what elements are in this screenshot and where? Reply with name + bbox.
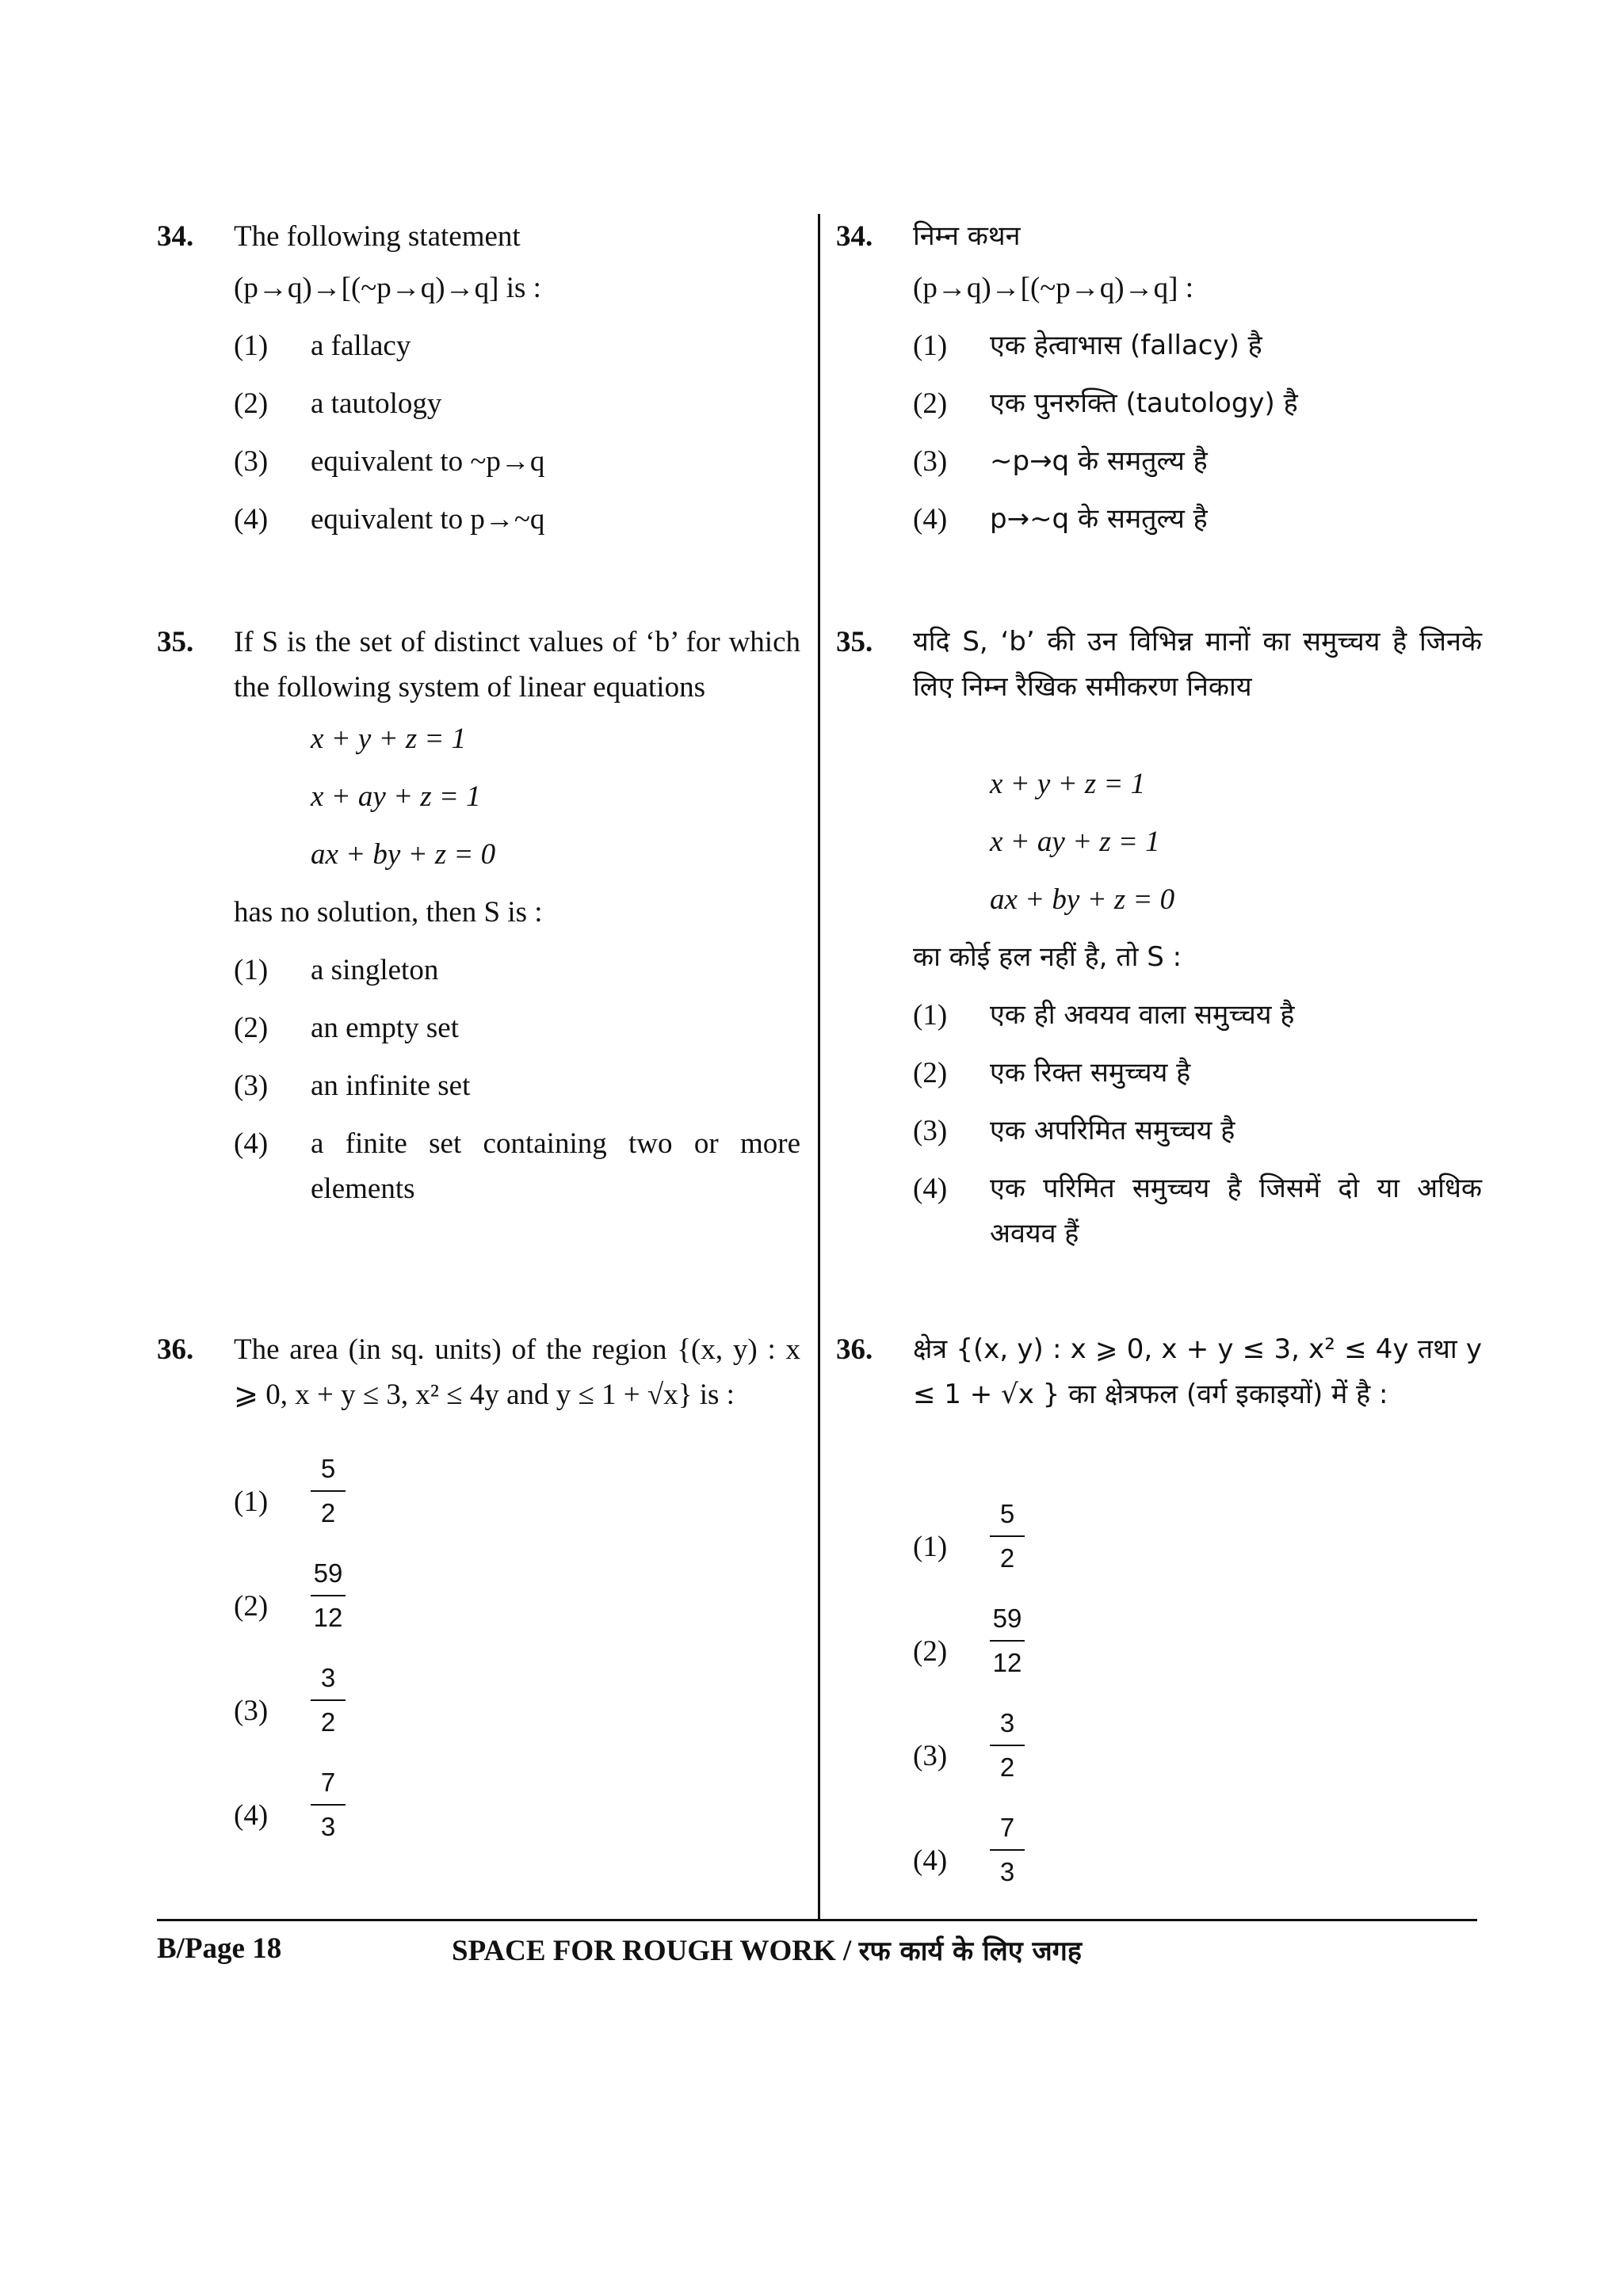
option-2 [234,375,800,433]
option-3 [913,433,1482,490]
option-2 [913,1599,1482,1703]
equation-3: ax + by + z = 0 [990,883,1175,916]
question-number: 36. [157,1333,194,1366]
fraction-bar [990,1535,1025,1537]
option-number: (3) [234,445,269,478]
option-text: एक ही अवयव वाला समुच्चय है [990,999,1295,1031]
option-text: एक हेत्वाभास (fallacy) है [990,330,1262,361]
option-1 [234,317,800,375]
equation-2: x + ay + z = 1 [311,780,481,813]
option-text: equivalent to ~p→q [311,445,545,478]
option-4 [234,490,800,548]
option-number: (1) [234,1486,269,1518]
option-number: (3) [913,445,948,478]
question-expression: (p→q)→[(~p→q)→q] is : [234,272,541,304]
option-number: (1) [913,330,948,362]
numerator: 59 [992,1604,1022,1633]
denominator: 3 [999,1857,1015,1886]
question-stem: क्षेत्र {(x, y) : x ⩾ 0, x + y ≤ 3, x² ≤ 4y तथा y ≤ 1 + √x } का क्षेत्रफल (वर्ग इकाइयों) में है : [913,1333,1482,1410]
denominator: 2 [999,1543,1015,1573]
equation-3: ax + by + z = 0 [311,838,496,871]
option-3 [913,1703,1482,1808]
option-text: an empty set [311,1012,460,1044]
option-2 [913,375,1482,433]
option-1 [234,1449,800,1554]
denominator: 2 [320,1498,336,1527]
footer-rule [157,1919,1477,1921]
option-4 [913,1808,1482,1913]
option-number: (3) [913,1740,948,1772]
option-number: (1) [234,954,269,986]
option-text: a tautology [311,387,442,420]
question-number: 34. [157,220,194,253]
question-tail: has no solution, then S is : [234,896,543,929]
numerator: 3 [320,1663,336,1692]
option-4 [913,490,1482,548]
option-3 [913,1102,1482,1160]
option-4 [913,1166,1482,1257]
option-1 [913,317,1482,375]
fraction-bar [311,1804,346,1806]
question-number: 35. [836,626,873,658]
question-number: 36. [836,1333,873,1366]
option-number: (4) [913,1173,948,1205]
question-stem: निम्न कथन [913,220,1021,252]
option-text: एक परिमित समुच्चय है जिसमें दो या अधिक अवयव हैं [990,1173,1482,1249]
option-number: (4) [234,1127,269,1160]
question-body [913,214,1482,548]
option-text: एक रिक्त समुच्चय है [990,1057,1191,1089]
option-number: (2) [913,387,948,420]
fraction [311,1449,346,1533]
question-body [913,620,1482,1257]
denominator: 12 [313,1603,343,1632]
option-2 [913,1044,1482,1102]
fraction-bar [990,1849,1025,1851]
numerator: 59 [313,1558,343,1588]
option-number: (4) [913,1844,948,1877]
fraction-bar [311,1490,346,1492]
fraction-bar [311,1699,346,1701]
fraction [990,1494,1025,1578]
numerator: 3 [999,1708,1015,1737]
option-4 [234,1121,800,1211]
fraction [311,1658,346,1742]
numerator: 7 [999,1813,1015,1842]
question-stem: The area (in sq. units) of the region {(x, y) : x ⩾ 0, x + y ≤ 3, x² ≤ 4y and y ≤ 1 + √x} is : [234,1333,800,1411]
option-3 [234,1057,800,1115]
option-2 [234,1554,800,1658]
option-number: (2) [234,1012,269,1044]
equation-2: x + ay + z = 1 [990,826,1160,858]
option-1 [234,941,800,999]
numerator: 5 [999,1499,1015,1528]
option-number: (1) [913,1531,948,1563]
fraction [990,1703,1025,1787]
option-number: (4) [913,503,948,536]
question-stem: The following statement [234,220,521,253]
option-3 [234,433,800,490]
rough-work-label [452,1932,1082,1968]
option-text: an infinite set [311,1070,471,1102]
option-text: a singleton [311,954,439,986]
denominator: 3 [320,1812,336,1841]
fraction [990,1808,1025,1892]
option-4 [234,1763,800,1867]
option-text: a finite set containing two or more elements [311,1127,800,1205]
option-number: (4) [234,1799,269,1832]
fraction [311,1554,346,1638]
question-number: 35. [157,626,194,658]
page-number: B/Page 18 [157,1932,282,1965]
option-3 [234,1658,800,1763]
option-text: एक अपरिमित समुच्चय है [990,1115,1235,1146]
question-number: 34. [836,220,873,253]
column-divider [818,214,820,1919]
option-number: (4) [234,503,269,536]
numerator: 5 [320,1454,336,1483]
denominator: 2 [999,1753,1015,1782]
option-number: (3) [234,1070,269,1102]
fraction-bar [990,1745,1025,1746]
option-number: (1) [913,999,948,1032]
option-text: a fallacy [311,330,411,362]
option-text: एक पुनरुक्ति (tautology) है [990,387,1298,419]
numerator: 7 [320,1768,336,1797]
question-expression: (p→q)→[(~p→q)→q] : [913,272,1193,304]
option-number: (3) [234,1695,269,1727]
option-text: ~p→q के समतुल्य है [990,445,1208,477]
question-tail: का कोई हल नहीं है, तो S : [913,941,1182,973]
rough-work-english: SPACE FOR ROUGH WORK / [452,1935,852,1967]
denominator: 12 [992,1648,1022,1677]
option-text: equivalent to p→~q [311,503,545,536]
option-number: (3) [913,1115,948,1147]
option-number: (2) [234,1590,269,1623]
rough-work-hindi: रफ कार्य के लिए जगह [858,1936,1082,1967]
question-body [234,620,800,1211]
option-text: p→~q के समतुल्य है [990,503,1208,535]
equation-1: x + y + z = 1 [311,723,467,755]
fraction-bar [990,1640,1025,1642]
fraction-bar [311,1595,346,1596]
option-number: (2) [913,1057,948,1089]
question-body [234,214,800,548]
question-body [913,1327,1482,1913]
question-stem: If S is the set of distinct values of ‘b’ for which the following system of linear equations [234,626,800,704]
option-1 [913,1494,1482,1599]
question-stem: यदि S, ‘b’ की उन विभिन्न मानों का समुच्चय है जिनके लिए निम्न रैखिक समीकरण निकाय [913,626,1482,703]
option-number: (1) [234,330,269,362]
option-1 [913,986,1482,1044]
option-number: (2) [913,1635,948,1668]
option-2 [234,999,800,1057]
option-number: (2) [234,387,269,420]
denominator: 2 [320,1707,336,1737]
fraction [990,1599,1025,1683]
fraction [311,1763,346,1847]
equation-1: x + y + z = 1 [990,768,1146,800]
question-body [234,1327,800,1867]
